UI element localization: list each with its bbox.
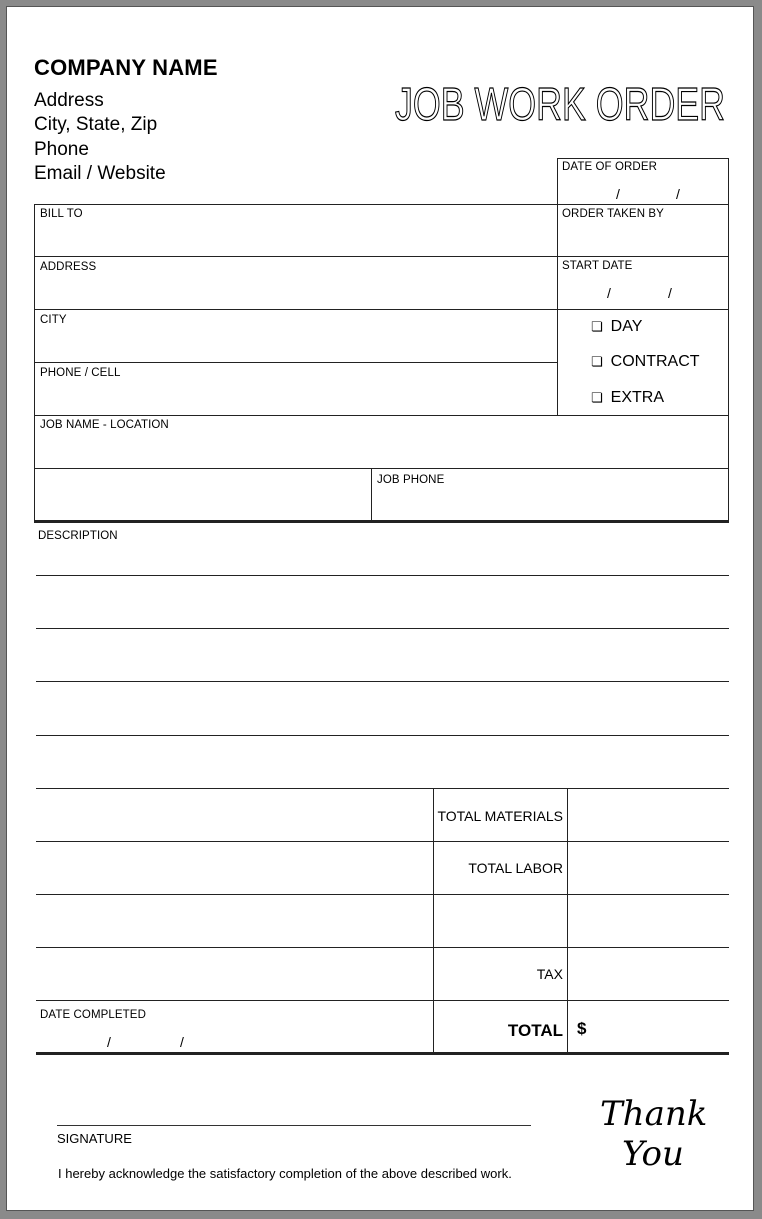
currency-symbol: $ [577,1019,587,1038]
description-line [36,681,729,682]
totals-row-line [36,894,729,895]
row-line-job-phone [34,468,729,469]
right-column-divider [557,158,558,416]
totals-row-line [36,947,729,948]
left-border-upper [34,204,35,522]
description-line [36,575,729,576]
date-of-order-top-border [557,158,729,159]
totals-right-divider [567,788,568,1054]
total-labor-label: TOTAL LABOR [468,860,563,876]
bill-to-label: BILL TO [40,208,83,220]
job-phone-label: JOB PHONE [377,474,445,486]
city-label: CITY [40,314,67,326]
date-completed-label: DATE COMPLETED [40,1009,146,1021]
totals-left-divider [433,788,434,1054]
date-of-order-label: DATE OF ORDER [562,161,658,173]
totals-row-line [36,1000,729,1001]
option-extra-label: EXTRA [610,389,664,406]
company-email-website: Email / Website [34,163,166,184]
row-line-bill-to [34,204,729,205]
start-date-label: START DATE [562,260,633,272]
description-line [36,735,729,736]
signature-line[interactable] [57,1125,531,1126]
job-phone-divider [371,468,372,522]
company-address: Address [34,90,104,111]
company-name: COMPANY NAME [34,55,218,80]
you-text: You [622,1134,684,1174]
title-text: JOB WORK ORDER [395,78,725,128]
checkbox-icon[interactable]: ❏ [591,390,603,405]
option-contract-label: CONTRACT [610,353,700,370]
company-phone: Phone [34,139,89,160]
job-name-location-label: JOB NAME - LOCATION [40,419,169,431]
description-line [36,788,729,789]
tax-label: TAX [536,966,563,982]
description-line [36,628,729,629]
total-materials-label: TOTAL MATERIALS [437,808,563,824]
option-day[interactable] [591,318,642,336]
work-order-sheet [6,6,754,1211]
start-date-slash-2: / [668,285,672,301]
row-line-address [34,256,729,257]
phone-cell-label: PHONE / CELL [40,367,121,379]
checkbox-icon[interactable]: ❏ [591,354,603,369]
thank-text: Thank [600,1094,708,1134]
option-contract[interactable] [591,353,700,371]
start-date-slash-1: / [607,285,611,301]
option-extra[interactable] [591,389,664,407]
upper-section-bottom-rule [34,520,729,523]
document-title [390,72,730,128]
row-line-phone [34,362,558,363]
signature-label: SIGNATURE [57,1131,132,1146]
address-label: ADDRESS [40,261,97,273]
option-day-label: DAY [610,318,643,335]
order-taken-by-label: ORDER TAKEN BY [562,208,664,220]
total-label: TOTAL [507,1021,563,1040]
date-completed-slash-2: / [180,1034,184,1050]
date-completed-slash-1: / [107,1034,111,1050]
row-line-city [34,309,729,310]
checkbox-icon[interactable]: ❏ [591,319,603,334]
row-line-job-name [34,415,729,416]
totals-bottom-rule [36,1052,729,1055]
company-city-state-zip: City, State, Zip [34,114,158,135]
date-of-order-slash-1: / [616,186,620,202]
date-of-order-slash-2: / [676,186,680,202]
acknowledgement-text: I hereby acknowledge the satisfactory completion of the above described work. [58,1166,512,1181]
description-label: DESCRIPTION [38,530,118,542]
totals-row-line [36,841,729,842]
